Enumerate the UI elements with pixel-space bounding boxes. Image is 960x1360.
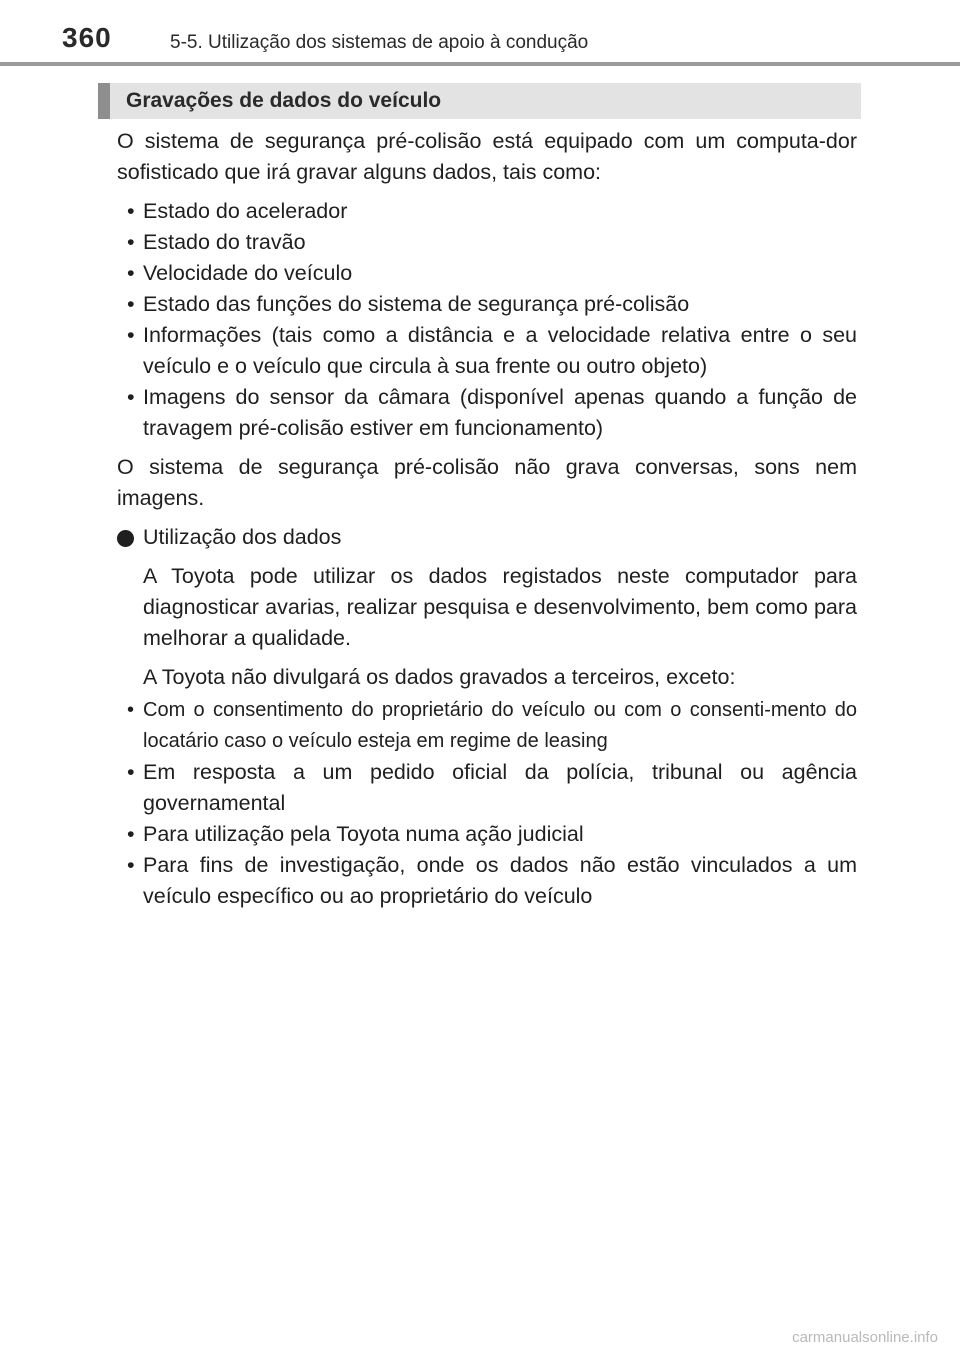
- list-item: • Para utilização pela Toyota numa ação judicial: [117, 819, 857, 850]
- section-heading-bar: [98, 83, 861, 119]
- intro-paragraph: O sistema de segurança pré-colisão está equipado com um computa-dor sofisticado que irá gravar alguns dados, tais como:: [117, 129, 857, 184]
- bullet-icon: •: [127, 199, 135, 223]
- list-item: • Velocidade do veículo: [117, 258, 857, 289]
- list-item: • Imagens do sensor da câmara (disponível apenas quando a função de travagem pré-colisão estiver em funcionamento): [117, 382, 857, 444]
- bullet-icon: •: [127, 261, 135, 285]
- bullet-icon: •: [127, 699, 135, 721]
- bullet-icon: •: [127, 230, 135, 254]
- section-title: Gravações de dados do veículo: [126, 89, 442, 112]
- bullet-icon: •: [127, 853, 135, 877]
- list-item: • Estado do travão: [117, 227, 857, 258]
- list-item: • Informações (tais como a distância e a velocidade relativa entre o seu veículo e o veículo que circula à sua frente ou outro objeto): [117, 320, 857, 382]
- recorded-items-list: [117, 196, 857, 444]
- page-header: [0, 0, 960, 70]
- bullet-icon: •: [127, 323, 135, 347]
- bullet-icon: •: [127, 822, 135, 846]
- list-item: • Estado do acelerador: [117, 196, 857, 227]
- page-content: [117, 126, 857, 920]
- bullet-icon: •: [127, 385, 135, 409]
- page-number: 360: [62, 22, 112, 53]
- filled-circle-icon: [117, 530, 134, 547]
- exceptions-list: [117, 695, 857, 912]
- list-item: • Em resposta a um pedido oficial da polícia, tribunal ou agência governamental: [117, 757, 857, 819]
- no-record-note: O sistema de segurança pré-colisão não grava conversas, sons nem imagens.: [117, 455, 857, 510]
- header-divider: [0, 62, 960, 66]
- data-use-heading: Utilização dos dados: [117, 522, 857, 553]
- watermark: carmanualsonline.info: [792, 1329, 938, 1346]
- bullet-icon: •: [127, 760, 135, 784]
- chapter-title: 5-5. Utilização dos sistemas de apoio à condução: [170, 32, 589, 53]
- list-item: • Para fins de investigação, onde os dados não estão vinculados a um veículo específico ou ao proprietário do veículo: [117, 850, 857, 912]
- list-item: • Estado das funções do sistema de segurança pré-colisão: [117, 289, 857, 320]
- data-use-paragraph-1: A Toyota pode utilizar os dados registados neste computador para diagnosticar avarias, realizar pesquisa e desenvolvimento, bem como para melhorar a qualidade.: [143, 564, 857, 650]
- bullet-icon: •: [127, 292, 135, 316]
- list-item: • Com o consentimento do proprietário do veículo ou com o consenti-mento do locatário caso o veículo esteja em regime de leasing: [117, 695, 857, 757]
- data-use-paragraph-2: A Toyota não divulgará os dados gravados a terceiros, exceto:: [143, 665, 736, 689]
